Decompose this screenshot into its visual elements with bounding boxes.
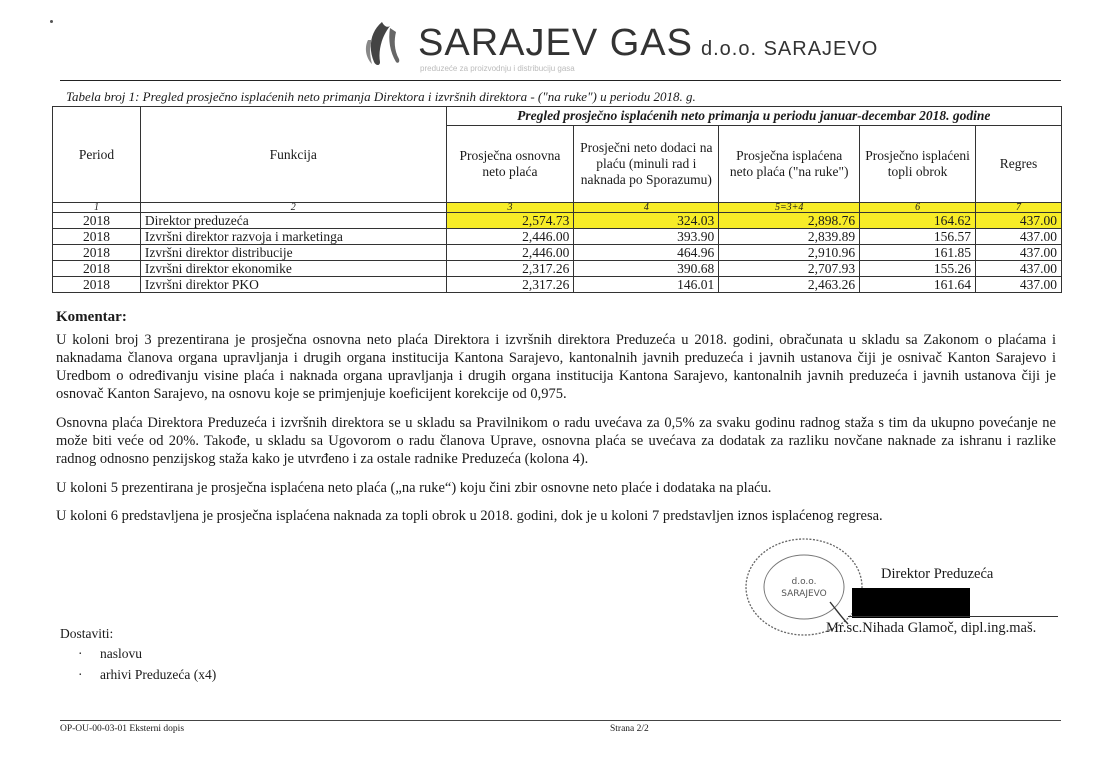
col-header-period: Period — [53, 107, 141, 203]
col-header-function: Funkcija — [140, 107, 446, 203]
signature-line — [848, 616, 1058, 617]
comment-paragraph: U koloni broj 3 prezentirana je prosječna osnovna neto plaća Direktora i izvršnih direktora Preduzeća u 2018. godini, obračunata u skladu sa Zakonom o plaćama i naknadama članova organa upravljanja i drugih organa institucija Kantona Sarajevo, kantonalnih javnih preduzeća i javnih ustanova čiji je osnivač Kanton Sarajevo i Uredbom o određivanju visine plaća i naknada organa upravljanja i drugih organa institucija Kantona Sarajevo, kantonalnih javnih preduzeća i javnih ustanova čiji je osnovač Kanton Sarajevo, na osnovu koje se primjenjuje koeficijent korekcije od 0,975. — [56, 332, 1056, 402]
salary-table — [52, 106, 1062, 293]
header-divider — [60, 80, 1061, 81]
cell-net: 2,839.89 — [719, 229, 860, 245]
cell-net: 2,898.76 — [719, 213, 860, 229]
cell-function: Izvršni direktor distribucije — [140, 245, 446, 261]
table-row — [53, 261, 1062, 277]
comment-paragraph: U koloni 6 predstavljena je prosječna isplaćena naknada za topli obrok u 2018. godini, dok je u koloni 7 predstavljen iznos isplaćenog regresa. — [56, 508, 883, 524]
cell-extras: 390.68 — [574, 261, 719, 277]
signature-name: Mr.sc.Nihada Glamoč, dipl.ing.maš. — [826, 620, 1037, 636]
cell-regres: 437.00 — [976, 261, 1062, 277]
cell-base: 2,574.73 — [446, 213, 574, 229]
flame-logo-icon — [360, 18, 408, 68]
cell-period: 2018 — [53, 245, 141, 261]
cell-meal: 161.85 — [860, 245, 976, 261]
cell-period: 2018 — [53, 261, 141, 277]
signature-title: Direktor Preduzeća — [881, 566, 994, 582]
comment-paragraph: Osnovna plaća Direktora Preduzeća i izvršnih direktora se u skladu sa Pravilnikom o radu uvećava za 0,5% za svaku godinu radnog staža s tim da ukupno povećanje ne može biti veće od 20%. Takođe, u skladu sa Ugovorom o radu članova Uprave, osnovna plaća se uvećava za dodatak za razliku novčane naknade za ishranu i razlike radnog odnosno penzijskog staža kako je utvrđeno i za ostale radnike Preduzeća (kolona 4). — [56, 415, 1056, 467]
cell-function: Izvršni direktor PKO — [140, 277, 446, 293]
cell-base: 2,317.26 — [446, 277, 574, 293]
col-header-meal: Prosječno isplaćeni topli obrok — [860, 126, 976, 203]
cell-period: 2018 — [53, 277, 141, 293]
cell-period: 2018 — [53, 213, 141, 229]
cell-base: 2,446.00 — [446, 245, 574, 261]
list-item: · arhivi Preduzeća (x4) — [78, 664, 216, 685]
cell-function: Direktor preduzeća — [140, 213, 446, 229]
cell-meal: 156.57 — [860, 229, 976, 245]
comment-paragraph: U koloni 5 prezentirana je prosječna isplaćena neto plaća („na ruke“) koju čini zbir osnovne neto plaće i dodataka na plaću. — [56, 480, 772, 496]
cell-net: 2,707.93 — [719, 261, 860, 277]
cell-function: Izvršni direktor ekonomike — [140, 261, 446, 277]
svg-text:d.o.o.: d.o.o. — [791, 577, 817, 587]
col-number: 6 — [860, 203, 976, 213]
distribution-list — [78, 643, 216, 685]
cell-extras: 146.01 — [574, 277, 719, 293]
letterhead — [360, 16, 880, 76]
cell-extras: 393.90 — [574, 229, 719, 245]
cell-extras: 324.03 — [574, 213, 719, 229]
company-subline: preduzeće za proizvodnju i distribuciju gasa — [420, 64, 575, 73]
footer-page-number: Strana 2/2 — [610, 724, 649, 734]
svg-text:SARAJEVO: SARAJEVO — [781, 589, 827, 599]
col-header-extras: Prosječni neto dodaci na plaću (minuli rad i naknada po Sporazumu) — [574, 126, 719, 203]
col-header-net: Prosječna isplaćena neto plaća ("na ruke") — [719, 126, 860, 203]
table-caption: Tabela broj 1: Pregled prosječno isplaćenih neto primanja Direktora i izvršnih direktora - ("na ruke") u periodu 2018. g. — [66, 89, 696, 104]
cell-base: 2,446.00 — [446, 229, 574, 245]
col-header-base: Prosječna osnovna neto plaća — [446, 126, 574, 203]
redacted-signature — [852, 588, 970, 618]
col-number: 3 — [446, 203, 574, 213]
column-number-row — [53, 203, 1062, 213]
col-number: 1 — [53, 203, 141, 213]
footer-document-code: OP-OU-00-03-01 Eksterni dopis — [60, 724, 185, 734]
col-number: 5=3+4 — [719, 203, 860, 213]
table-row — [53, 229, 1062, 245]
cell-meal: 161.64 — [860, 277, 976, 293]
cell-meal: 155.26 — [860, 261, 976, 277]
col-number: 7 — [976, 203, 1062, 213]
company-name: SARAJEV GAS d.o.o. SARAJEVO — [418, 22, 879, 64]
cell-extras: 464.96 — [574, 245, 719, 261]
cell-period: 2018 — [53, 229, 141, 245]
cell-function: Izvršni direktor razvoja i marketinga — [140, 229, 446, 245]
cell-base: 2,317.26 — [446, 261, 574, 277]
cell-regres: 437.00 — [976, 277, 1062, 293]
list-item: · naslovu — [78, 643, 216, 664]
cell-meal: 164.62 — [860, 213, 976, 229]
cell-net: 2,910.96 — [719, 245, 860, 261]
col-number: 2 — [140, 203, 446, 213]
distribution-title: Dostaviti: — [60, 626, 114, 641]
cell-net: 2,463.26 — [719, 277, 860, 293]
table-row — [53, 245, 1062, 261]
scan-speck — [50, 20, 53, 23]
table-row — [53, 213, 1062, 229]
cell-regres: 437.00 — [976, 229, 1062, 245]
comment-title: Komentar: — [56, 309, 127, 325]
cell-regres: 437.00 — [976, 213, 1062, 229]
col-number: 4 — [574, 203, 719, 213]
group-header: Pregled prosječno isplaćenih neto primanja u periodu januar-decembar 2018. godine — [446, 107, 1061, 126]
cell-regres: 437.00 — [976, 245, 1062, 261]
footer-divider — [60, 720, 1061, 721]
table-row — [53, 277, 1062, 293]
col-header-regres: Regres — [976, 126, 1062, 203]
